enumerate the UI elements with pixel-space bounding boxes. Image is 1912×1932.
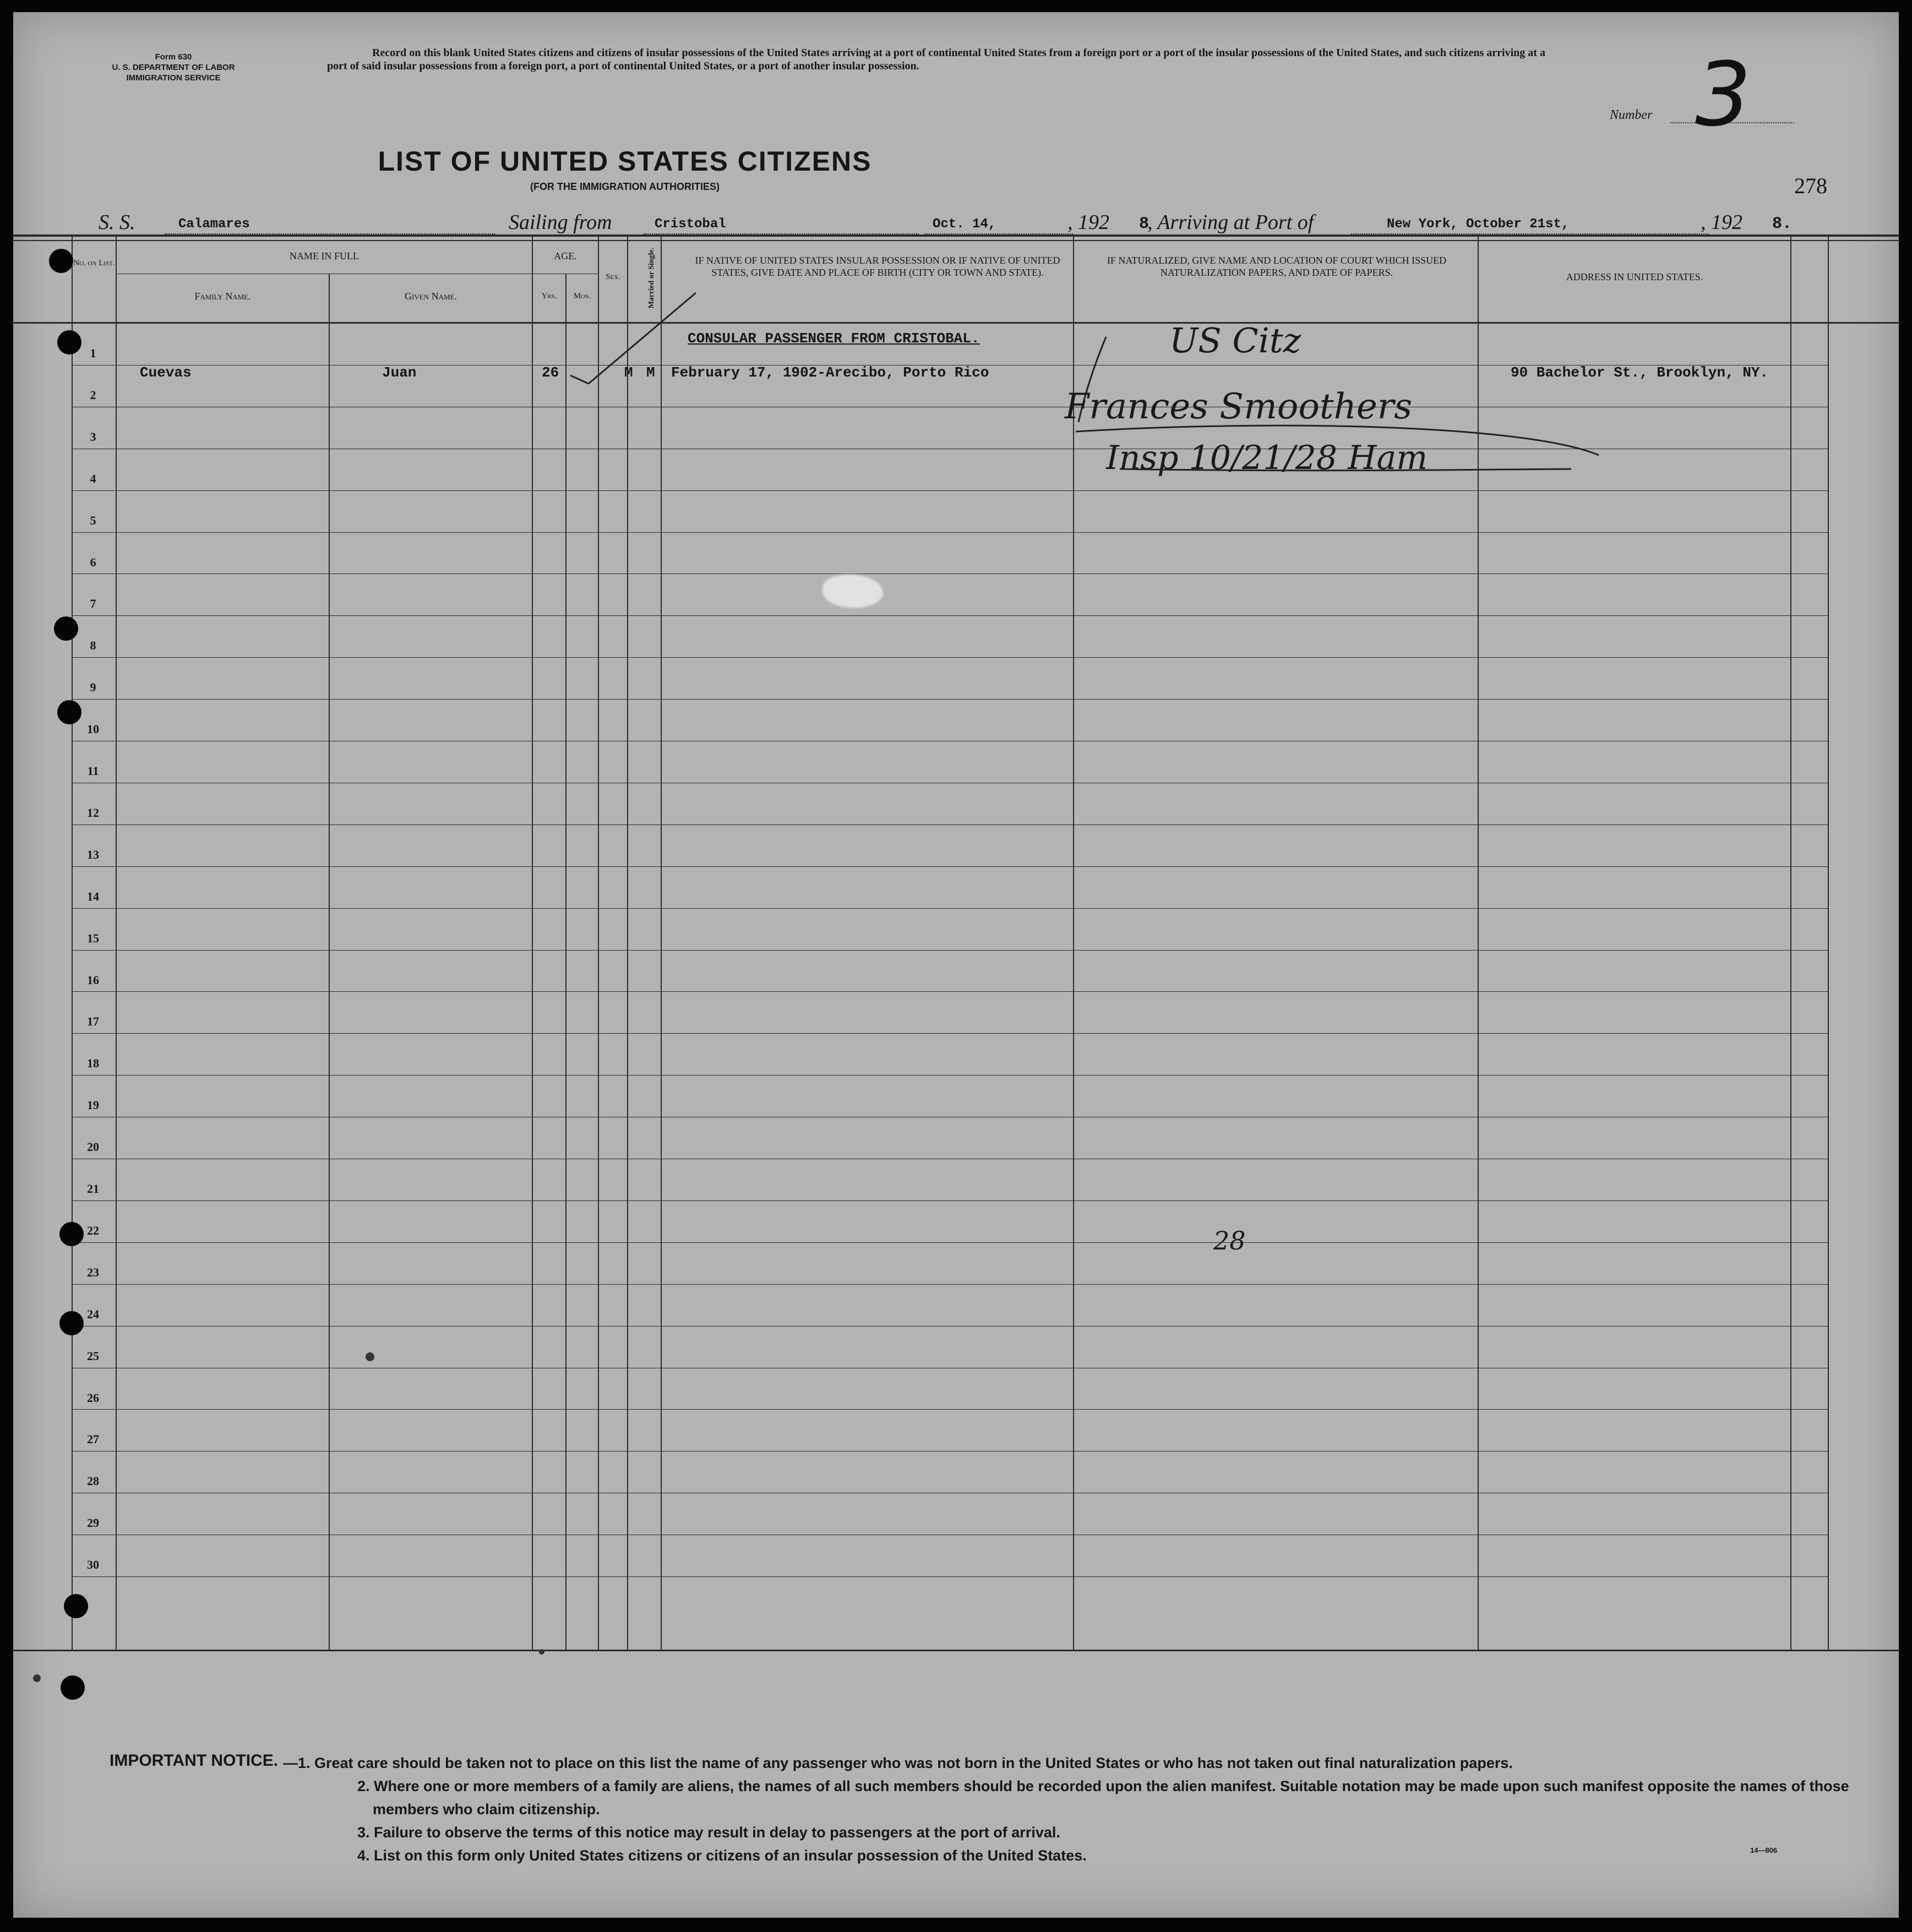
col-line-family: [329, 274, 330, 1650]
row-rule: [72, 1576, 1828, 1577]
row-number: 26: [87, 1391, 99, 1405]
row-number: 19: [87, 1098, 99, 1112]
row-number: 25: [87, 1349, 99, 1363]
row-rule: [72, 699, 1828, 700]
col-header-given: Given Name.: [405, 291, 457, 302]
ship-name: Calamares: [178, 217, 250, 232]
binding-hole: [64, 1594, 88, 1618]
entry-age-yrs: 26: [542, 364, 559, 381]
row-number: 23: [87, 1265, 99, 1279]
col-header-yrs: Yrs.: [541, 292, 557, 301]
entry-birth: February 17, 1902-Arecibo, Porto Rico: [671, 364, 989, 381]
col-line-right: [1828, 234, 1829, 1650]
year-digit-2: 8.: [1772, 215, 1793, 233]
document-title: LIST OF UNITED STATES CITIZENS: [378, 146, 872, 177]
table-top-border: [13, 234, 1899, 237]
col-header-mos: Mos.: [573, 292, 591, 301]
row-number: 20: [87, 1140, 99, 1154]
col-header-address: ADDRESS IN UNITED STATES.: [1566, 271, 1703, 282]
year-label-1: , 192: [1067, 211, 1109, 234]
row-number: 24: [87, 1307, 99, 1321]
binding-hole: [59, 1222, 84, 1246]
notice-item-1: —1. Great care should be taken not to place on this list the name of any passenger who was not born in the United States or who has not taken out final naturalization papers.: [283, 1755, 1513, 1771]
row-number: 30: [87, 1558, 99, 1571]
col-header-name: NAME IN FULL: [290, 250, 359, 261]
sailing-label: Sailing from: [509, 211, 612, 234]
row-number: 2: [90, 388, 96, 402]
ink-speck: [539, 1649, 544, 1655]
ss-label: S. S.: [99, 211, 135, 234]
row-number: 13: [87, 848, 99, 861]
row-number: 12: [87, 806, 99, 820]
sailing-from: Cristobal: [655, 217, 726, 232]
entry-given-name: Juan: [382, 364, 417, 381]
table-bottom-border: [13, 1650, 1899, 1651]
row-rule: [72, 1284, 1828, 1285]
row-number: 17: [87, 1014, 99, 1028]
row-rule: [72, 1200, 1828, 1201]
instructions-text: Record on this blank United States citizens and citizens of insular possessions of the United States arriving at a port of continental United States from a foreign port or a port of the insular possessions of the United States, and such citizens arriving at a port of said insular possessions from a foreign port, a port of continental United States, or a port of another insular possession.: [327, 47, 1545, 72]
row-rule: [72, 866, 1828, 867]
col-line-address: [1790, 234, 1791, 1650]
form-identifier: [72, 52, 275, 83]
year-digit-1: 8: [1139, 215, 1150, 233]
row-number: 14: [87, 889, 99, 903]
col-line-no: [116, 234, 117, 1650]
manifest-number: 3: [1695, 43, 1751, 146]
arriving-label: , Arriving at Port of: [1147, 211, 1314, 234]
row-rule: [72, 490, 1828, 491]
row-rule: [72, 1033, 1828, 1034]
row-number: 29: [87, 1516, 99, 1530]
row-rule: [72, 991, 1828, 992]
notice-item-4: 4. List on this form only United States citizens or citizens of an insular possession of the United States.: [357, 1847, 1087, 1864]
notice-item-2: 2. Where one or more members of a family are aliens, the names of all such members should be recorded upon the alien manifest. Suitable notation may be made upon such manifest opposite the names of those members who claim citizenship.: [357, 1778, 1849, 1818]
row-number: 18: [87, 1056, 99, 1070]
row-number: 28: [87, 1474, 99, 1488]
row-rule: [72, 615, 1828, 616]
col-header-family: Family Name.: [194, 291, 251, 302]
department-name: U. S. DEPARTMENT OF LABOR: [112, 63, 235, 72]
row-number: 5: [90, 514, 96, 527]
binding-hole: [61, 1676, 85, 1700]
page-number: 278: [1794, 173, 1827, 198]
entry-married: M: [646, 364, 655, 381]
row-number: 21: [87, 1182, 99, 1196]
row-number: 6: [90, 555, 96, 569]
entry-address: 90 Bachelor St., Brooklyn, NY.: [1511, 364, 1769, 381]
arriving-port: New York, October 21st,: [1387, 217, 1570, 232]
notice-item-3: 3. Failure to observe the terms of this notice may result in delay to passengers at the port of arrival.: [357, 1824, 1060, 1841]
number-label: Number: [1610, 108, 1653, 122]
col-line-given: [532, 234, 533, 1650]
row-number: 3: [90, 430, 96, 444]
inspector-signature: Frances Smoothers: [1065, 386, 1413, 427]
row-number: 11: [87, 764, 99, 778]
entry-family-name: Cuevas: [140, 364, 192, 381]
row-rule: [72, 532, 1828, 533]
service-name: IMMIGRATION SERVICE: [126, 73, 221, 83]
row-rule: [72, 657, 1828, 658]
notice-title: IMPORTANT NOTICE.: [110, 1751, 279, 1770]
form-number: Form 630: [155, 52, 192, 62]
margin-mark: 28: [1213, 1226, 1246, 1256]
manifest-page: [13, 12, 1899, 1918]
us-citizen-note: US Citz: [1169, 320, 1301, 361]
paper-blemish: [822, 575, 883, 608]
document-subtitle: (FOR THE IMMIGRATION AUTHORITIES): [530, 181, 720, 192]
row-number: 15: [87, 931, 99, 945]
row-number: 22: [87, 1224, 99, 1237]
col-header-married: Married or Single.: [647, 247, 656, 309]
inspection-date: Insp 10/21/28 Ham: [1106, 439, 1428, 477]
consular-note: CONSULAR PASSENGER FROM CRISTOBAL.: [688, 330, 980, 347]
row-number: 1: [90, 346, 96, 360]
row-number: 7: [90, 597, 96, 610]
year-label-2: , 192: [1701, 211, 1742, 234]
row-number: 4: [90, 472, 96, 485]
col-header-sex: Sex.: [606, 272, 620, 281]
row-rule: [72, 950, 1828, 951]
col-header-naturalized: IF NATURALIZED, GIVE NAME AND LOCATION OF COURT WHICH ISSUED NATURALIZATION PAPERS, AND DATE OF PAPERS.: [1107, 255, 1447, 278]
row-number: 8: [90, 638, 96, 652]
col-line-left: [72, 234, 73, 1650]
ink-speck: [33, 1674, 41, 1682]
col-header-age: AGE.: [554, 250, 577, 261]
footer-code: 14—806: [1750, 1846, 1778, 1854]
ink-speck: [366, 1352, 374, 1361]
sailing-date: Oct. 14,: [933, 217, 996, 232]
table-top-border-inner: [13, 240, 1899, 241]
binding-hole: [54, 616, 78, 641]
row-number: 27: [87, 1432, 99, 1446]
binding-hole: [49, 249, 73, 273]
col-header-native: IF NATIVE OF UNITED STATES INSULAR POSSESSION OR IF NATIVE OF UNITED STATES, GIVE DATE AND PLACE OF BIRTH (CITY OR TOWN AND STATE).: [695, 255, 1060, 278]
row-rule: [72, 1409, 1828, 1410]
entry-sex: M: [624, 364, 633, 381]
binding-hole: [57, 700, 81, 724]
row-number: 16: [87, 973, 99, 987]
row-number: 9: [90, 680, 96, 694]
binding-hole: [59, 1311, 84, 1335]
row-rule: [72, 1242, 1828, 1243]
binding-hole: [57, 330, 81, 354]
row-rule: [72, 1075, 1828, 1076]
row-rule: [72, 1326, 1828, 1327]
col-header-no: No. on List.: [73, 259, 115, 268]
diagonal-mark: [570, 293, 696, 384]
row-number: 10: [87, 722, 99, 736]
row-rule: [72, 908, 1828, 909]
